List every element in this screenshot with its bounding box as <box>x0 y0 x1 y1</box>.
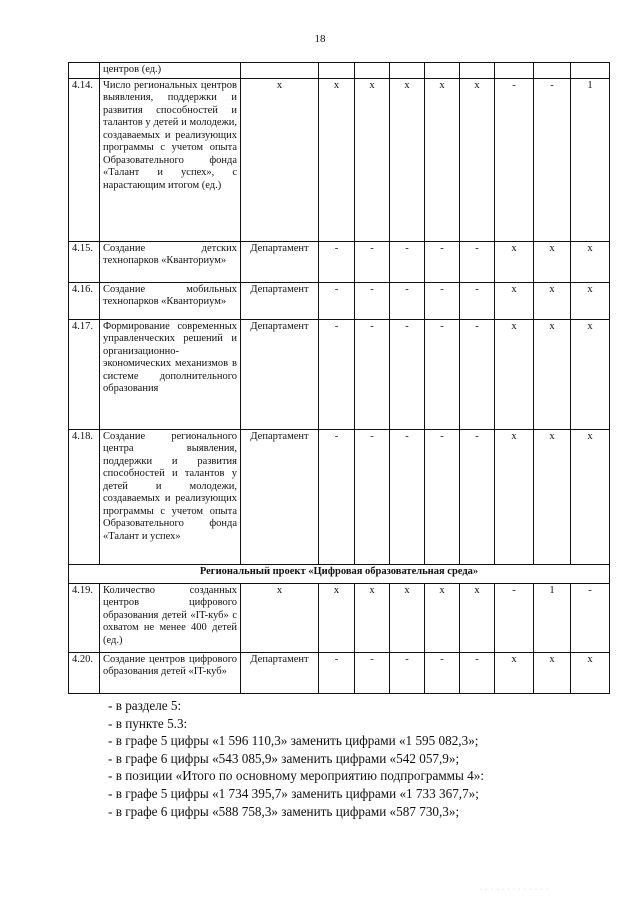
value-cell: х <box>460 78 495 241</box>
row-number: 4.17. <box>69 319 100 429</box>
value-cell: х <box>571 429 610 564</box>
row-number: 4.14. <box>69 78 100 241</box>
row-number: 4.20. <box>69 652 100 693</box>
value-cell: х <box>571 652 610 693</box>
value-cell: - <box>460 652 495 693</box>
value-cell: - <box>534 78 571 241</box>
value-cell: х <box>534 319 571 429</box>
table-row <box>69 583 610 652</box>
amendment-item: - в разделе 5: <box>108 698 182 713</box>
value-cell: - <box>495 78 534 241</box>
value-cell: х <box>425 583 460 652</box>
section-title: Региональный проект «Цифровая образовательная среда» <box>69 564 610 583</box>
value-cell: х <box>425 78 460 241</box>
amendment-item: - в пункте 5.3: <box>108 715 188 731</box>
indicator-name: Создание центров цифрового образования детей «IT-куб» <box>100 652 241 693</box>
indicator-name: Создание детских технопарков «Кванториум» <box>100 241 241 282</box>
row-number: 4.16. <box>69 282 100 319</box>
table-row <box>69 652 610 693</box>
value-cell: х <box>355 78 390 241</box>
page-number: 18 <box>314 33 326 45</box>
executor-cell <box>241 63 319 79</box>
value-cell: - <box>460 282 495 319</box>
value-cell <box>495 63 534 79</box>
value-cell: - <box>425 429 460 564</box>
value-cell: - <box>460 319 495 429</box>
value-cell: - <box>319 241 355 282</box>
value-cell: х <box>319 78 355 241</box>
executor-cell: Департамент <box>241 429 319 564</box>
value-cell: - <box>355 652 390 693</box>
table-body <box>69 63 610 694</box>
value-cell: х <box>534 241 571 282</box>
row-number: 4.19. <box>69 583 100 652</box>
amendment-item: - в графе 5 цифры «1 734 395,7» заменить цифрами «1 733 367,7»; <box>108 785 479 801</box>
value-cell: х <box>495 652 534 693</box>
indicator-name: Формирование современных управленческих решений и организационно-экономических механизмов в системе дополнительного образования <box>100 319 241 429</box>
value-cell: х <box>390 78 425 241</box>
table-row <box>69 282 610 319</box>
value-cell: - <box>319 282 355 319</box>
indicator-name: Количество созданных центров цифрового образования детей «IT-куб» с охватом не менее 400 детей (ед.) <box>100 583 241 652</box>
value-cell: х <box>495 282 534 319</box>
value-cell: х <box>571 282 610 319</box>
value-cell: - <box>460 429 495 564</box>
value-cell: - <box>355 319 390 429</box>
value-cell: - <box>425 282 460 319</box>
row-number: 4.18. <box>69 429 100 564</box>
value-cell: х <box>534 652 571 693</box>
table-row <box>69 78 610 241</box>
value-cell <box>390 63 425 79</box>
value-cell <box>319 63 355 79</box>
value-cell: - <box>425 241 460 282</box>
indicator-name: Создание мобильных технопарков «Кванториум» <box>100 282 241 319</box>
value-cell: 1 <box>534 583 571 652</box>
table-row <box>69 241 610 282</box>
value-cell: х <box>355 583 390 652</box>
value-cell: - <box>355 282 390 319</box>
table-row <box>69 319 610 429</box>
value-cell: - <box>425 652 460 693</box>
amendment-item: - в графе 6 цифры «588 758,3» заменить цифрами «587 730,3»; <box>108 803 460 819</box>
value-cell: х <box>495 429 534 564</box>
executor-cell: Департамент <box>241 319 319 429</box>
executor-cell: х <box>241 78 319 241</box>
value-cell: х <box>390 583 425 652</box>
amendment-item: - в графе 6 цифры «543 085,9» заменить цифрами «542 057,9»; <box>108 750 460 766</box>
indicators-table <box>68 62 610 694</box>
value-cell: х <box>319 583 355 652</box>
value-cell: х <box>571 319 610 429</box>
value-cell: - <box>460 241 495 282</box>
amendment-item: - в позиции «Итого по основному мероприятию подпрограммы 4»: <box>108 768 485 784</box>
executor-cell: Департамент <box>241 241 319 282</box>
value-cell: х <box>460 583 495 652</box>
value-cell: - <box>319 652 355 693</box>
value-cell: 1 <box>571 78 610 241</box>
value-cell: - <box>495 583 534 652</box>
value-cell <box>460 63 495 79</box>
indicator-name: Число региональных центров выявления, поддержки и развития способностей и талантов у детей и молодежи, создаваемых и реализующих программы с учетом опыта Образовательного фонда «Талант и успех», с нарастающим итогом (ед.) <box>100 78 241 241</box>
section-row <box>69 564 610 583</box>
amendment-item: - в графе 5 цифры «1 596 110,3» заменить цифрами «1 595 082,3»; <box>108 733 479 749</box>
table-row <box>69 63 610 79</box>
value-cell <box>571 63 610 79</box>
value-cell: - <box>571 583 610 652</box>
indicator-name: центров (ед.) <box>100 63 241 79</box>
value-cell: - <box>390 429 425 564</box>
value-cell <box>355 63 390 79</box>
footer-scan-mark: · · · · · · · · · · · · · <box>480 887 549 893</box>
value-cell <box>425 63 460 79</box>
value-cell: х <box>571 241 610 282</box>
table-row <box>69 429 610 564</box>
indicator-name: Создание регионального центра выявления, поддержки и развития способностей и талантов у детей и молодежи, создаваемых и реализующих программы с учетом опыта Образовательного фонда «Талант и успех» <box>100 429 241 564</box>
value-cell: - <box>355 241 390 282</box>
row-number: 4.15. <box>69 241 100 282</box>
value-cell: - <box>390 282 425 319</box>
executor-cell: Департамент <box>241 282 319 319</box>
value-cell <box>534 63 571 79</box>
value-cell: - <box>390 319 425 429</box>
value-cell: - <box>319 319 355 429</box>
value-cell: х <box>495 319 534 429</box>
value-cell: х <box>495 241 534 282</box>
executor-cell: Департамент <box>241 652 319 693</box>
value-cell: - <box>390 241 425 282</box>
amendments-list <box>108 697 608 820</box>
executor-cell: х <box>241 583 319 652</box>
value-cell: - <box>355 429 390 564</box>
value-cell: х <box>534 429 571 564</box>
row-number <box>69 63 100 79</box>
value-cell: - <box>390 652 425 693</box>
value-cell: - <box>319 429 355 564</box>
value-cell: х <box>534 282 571 319</box>
value-cell: - <box>425 319 460 429</box>
